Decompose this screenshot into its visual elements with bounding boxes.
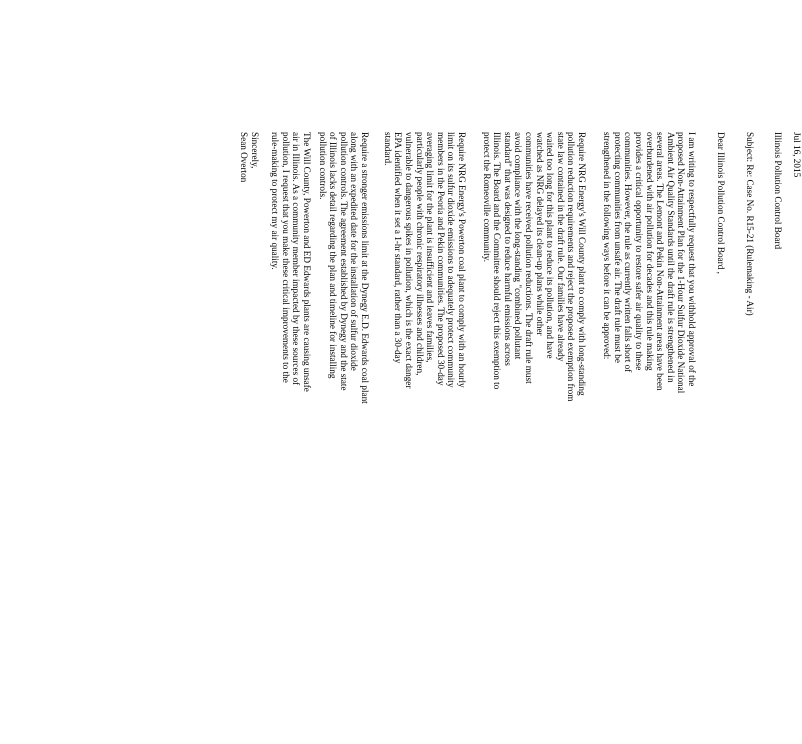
letter-document: [0, 132, 800, 732]
paragraph-line: provides a critical opportunity to restore safer air quality to these: [634, 132, 645, 371]
letter-closing: Sincerely,: [250, 132, 260, 169]
paragraph-line: standard" that was designed to reduce harmful emissions across: [502, 132, 513, 366]
paragraph-line: particularly people with chronic respiratory illnesses and children,: [414, 132, 425, 376]
paragraph-line: avoid compliance with the long-standing "combined pollutant: [513, 132, 524, 360]
paragraph-line: state law contained in the draft rule. Our families have already: [555, 132, 566, 362]
paragraph-will-county: [481, 132, 587, 744]
letter-date: Jul 16, 2015: [792, 132, 802, 178]
paragraph-request: [602, 132, 697, 744]
letter-recipient: Illinois Pollution Control Board: [773, 132, 783, 250]
paragraph-line: pollution reduction requirements and reject the proposed exemption from: [566, 132, 577, 402]
paragraph-line: The Will County, Powerton and ED Edwards plants are causing unsafe: [302, 132, 312, 392]
paragraph-line: Require NRG Energy's Powerton coal plant to comply with an hourly: [457, 132, 467, 388]
paragraph-line: along with an expedited date for the installation of sulfur dioxide: [349, 132, 360, 371]
paragraph-line: limit on its sulfur dioxide emissions to adequately protect community: [446, 132, 457, 388]
paragraph-line: rule-making to protect my air quality.: [270, 132, 281, 270]
paragraph-line: averaging limit for the plant is insufficient and leaves families,: [425, 132, 436, 363]
paragraph-line: several areas. The Lemont and Pekin Non-Attainment areas have been: [655, 132, 666, 391]
paragraph-line: overburdened with air pollution for decades and this rule making: [644, 132, 655, 371]
paragraph-line: Ambient Air Quality Standards until the draft rule is strengthened in: [665, 132, 676, 383]
paragraph-line: of Illinois lacks detail regarding the plan and timeline for installing: [328, 132, 339, 379]
letter-signature: Sean Overton: [239, 132, 249, 183]
paragraph-line: standard.: [382, 132, 393, 166]
paragraph-powerton: [382, 132, 467, 744]
paragraph-conclusion: [270, 132, 312, 744]
paragraph-edwards: [317, 132, 370, 744]
paragraph-line: communities have received pollution reductions. The draft rule must: [524, 132, 535, 384]
paragraph-line: pollution, I request that you make these critical improvements to the: [280, 132, 291, 383]
paragraph-line: EPA identified when it set a 1-hr standard, rather than a 30-day: [393, 132, 404, 364]
paragraph-line: pollution controls. The agreement established by Dynegy and the state: [338, 132, 349, 391]
paragraph-line: Require a stronger emissions limit at the Dynegy E.D. Edwards coal plant: [360, 132, 370, 404]
paragraph-line: Illinois. The Board and the Committee should reject this exemption to: [492, 132, 503, 390]
letter-subject: Subject: Re: Case No. R15-21 (Rulemaking - Air): [745, 132, 755, 316]
paragraph-line: I am writing to respectfully request that you withhold approval of the: [687, 132, 697, 387]
paragraph-line: Require NRG Energy's Will County plant to comply with long-standing: [577, 132, 587, 396]
paragraph-line: communities. However, the rule as currently written falls short of: [623, 132, 634, 373]
paragraph-line: strengthened in the following ways before it can be approved:: [602, 132, 613, 360]
paragraph-line: pollution controls.: [317, 132, 328, 200]
paragraph-line: vulnerable to dangerous spikes in pollution, which is the exact danger: [404, 132, 415, 389]
paragraph-line: waited too long for this plant to reduce its pollution, and have: [545, 132, 556, 359]
paragraph-line: protecting communities from unsafe air. The draft rule must be: [612, 132, 623, 363]
paragraph-line: watched as NRG delayed its clean-up plans while other: [534, 132, 545, 336]
paragraph-line: air in Illinois. As a community member impacted by these sources of: [291, 132, 302, 386]
paragraph-line: members in the Peoria and Pekin communities. The proposed 30-day: [435, 132, 446, 386]
paragraph-line: proposed Non-Attainment Plan for the 1-Hour Sulfur Dioxide National: [676, 132, 687, 394]
letter-salutation: Dear Illinois Pollution Control Board ,: [716, 132, 726, 274]
paragraph-line: protect the Romeoville community.: [481, 132, 492, 263]
